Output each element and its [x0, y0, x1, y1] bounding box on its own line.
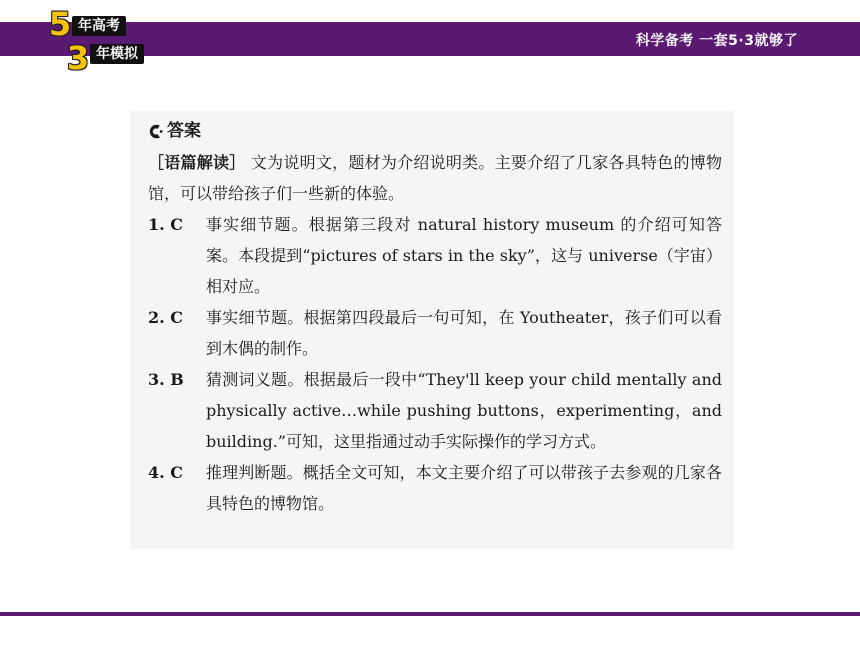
- answer-item-text: 猜测词义题。根据最后一段中“They'll keep your child mentally and physically active…while pushing buttons，experimenting，and building.”可知，这里指通过动手实际操作的学习方式。: [206, 370, 722, 451]
- answer-icon: [148, 123, 165, 140]
- answer-item-key: 2. C: [148, 308, 184, 327]
- logo-text-moni: 年模拟: [90, 44, 144, 64]
- answer-item-key: 3. B: [148, 370, 184, 389]
- answer-item-key: 4. C: [148, 463, 184, 482]
- answer-item: [148, 457, 722, 519]
- logo-text-gaokao: 年高考: [72, 16, 126, 36]
- answer-item: [148, 364, 722, 457]
- answer-content: [148, 116, 722, 519]
- header-slogan: 科学备考 一套5·3就够了: [635, 33, 798, 49]
- answer-item-text: 事实细节题。根据第四段最后一句可知，在 Youtheater，孩子们可以看到木偶的制作。: [206, 308, 722, 358]
- brand-logo: [46, 5, 168, 77]
- answer-item-text: 事实细节题。根据第三段对 natural history museum 的介绍可知答案。本段提到“pictures of stars in the sky”，这与 universe（宇宙）相对应。: [206, 215, 722, 296]
- reading-analysis-text: 文为说明文，题材为介绍说明类。主要介绍了几家各具特色的博物馆，可以带给孩子们一些新的体验。: [148, 153, 722, 203]
- reading-analysis-label: ［语篇解读］: [148, 153, 246, 172]
- answer-item: [148, 302, 722, 364]
- answer-item-text: 推理判断题。概括全文可知，本文主要介绍了可以带孩子去参观的几家各具特色的博物馆。: [206, 463, 722, 513]
- reading-analysis: [148, 147, 722, 209]
- answer-heading-text: 答案: [167, 121, 201, 141]
- answer-heading: [148, 116, 722, 147]
- answer-item-key: 1. C: [148, 215, 184, 234]
- footer-divider: [0, 612, 860, 616]
- logo-digit-three: 3: [66, 39, 90, 77]
- logo-digit-five: 5: [48, 5, 72, 43]
- answer-item: [148, 209, 722, 302]
